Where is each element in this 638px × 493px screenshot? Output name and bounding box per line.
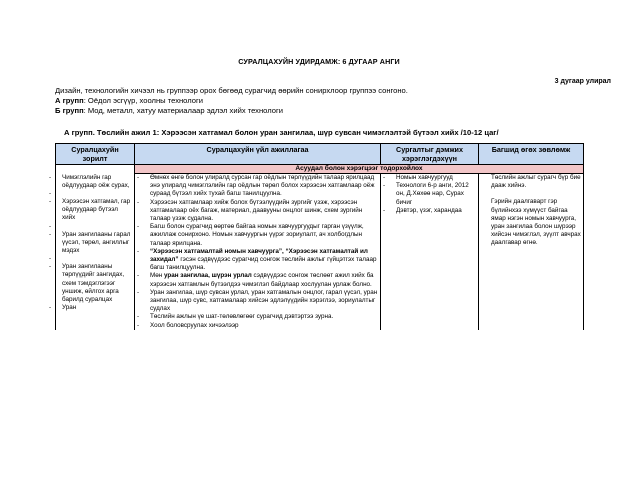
activities-cell	[135, 174, 381, 330]
section-heading: Асуудал болон хэрэгцээг тодорхойлох	[135, 165, 584, 174]
activity-topics-bold: “Хэрээсэн хатгамалтай номын хавчуурга”, “Хэрээсэн хатгамалтай ил захидал”	[150, 247, 368, 264]
activity-topics-bold: уран зангилаа, шүрэн урлал	[163, 272, 252, 280]
resources-cell	[381, 174, 479, 330]
activity-text: Мөн	[150, 272, 164, 280]
objectives-cell	[56, 174, 135, 330]
resource-item: - Номын хавчуургууд	[383, 174, 476, 182]
group-a-text: : Оёдол эсгүүр, хоолны технологи	[83, 96, 203, 105]
header-activities: Суралцахуйн үйл ажиллагаа	[135, 144, 381, 165]
spacer	[49, 190, 132, 198]
activity-item: - Хоол боловсруулах хичээлээр	[137, 322, 378, 330]
activity-text: сэдвүүдээс сонгож төслөөт ажил хийх ба хэрээсэн хатгамлын бүтээлдээ чимэглэл байдлаар хослуулан урлаж болно.	[150, 272, 374, 288]
objective-item: - Уран зангилааны гарал үүсэл, төрөл, ангиллыг мэдэх	[49, 231, 132, 256]
group-b-text: : Мод, металл, хатуу материалаар эдлэл хийх технологи	[83, 106, 283, 115]
group-b-label: Б групп	[55, 106, 84, 115]
activity-item: - Төслийн ажлын үе шат-төлөвлөгөөг сурагчид дэвтэртээ зурна.	[137, 313, 378, 321]
page-title: СУРАЛЦАХУЙН УДИРДАМЖ: 6 ДУГААР АНГИ	[238, 57, 400, 66]
activity-item: - Өмнөх өнгө болон улиралд сурсан гар оёдлын төрлүүдийн талаар ярилцаад энэ улиралд чимэглэлийн гар оёдлын төрөл болох хэрээсэн хатгамлаар оёж сураад бүтээл хийх тухай багш танилцуулна.	[137, 174, 378, 199]
advice-item: Гэрийн даалгаварт гэр бүлийнхээ хүмүүст байгаа ямар нэгэн номын хавчуурга, уран зангилаа болон шүрээр хийсэн чимэглэл, зүүлт авчрах даалгавар өгнө.	[491, 198, 581, 247]
objective-item: - Уран	[49, 304, 132, 312]
activity-item	[137, 272, 378, 288]
resource-item: - Дэвтэр, үзэг, харандаа	[383, 207, 476, 215]
objective-item: - Хэрээсэн хатгамал, гар оёдлуудаар бүтээл хийх	[49, 198, 132, 223]
resource-item: - Технологи 6-р анги, 2012 он, Д.Хөхөө нар, Сурах бичиг	[383, 182, 476, 207]
activity-item: - Хэрээсэн хатгамлаар хийж болох бүтээлүүдийн зургийг үзэж, хэрээсэн хатгамалаар оёх багаж, материал, даавууны онцлог шинж, схем зургийн талаар үзэж судална.	[137, 199, 378, 224]
intro-line: Дизайн, технологийн хичээл нь группээр орох бөгөөд сурагчид өөрийн сонирхлоор группээ сонгоно.	[55, 86, 408, 95]
group-b-line	[55, 106, 408, 116]
header-advice: Багшид өгөх зөвлөмж	[479, 144, 584, 165]
activity-item: - Уран зангилаа, шүр сувсан урлал, уран хатгамалын онцлог, гарал үүсэл, уран зангилаа, шүр сувс, хатгамалаар хийсэн эдлэлүүдийн хэрэглээ, зориулалтыг судлах	[137, 289, 378, 314]
header-resources: Сургалтыг дэмжих хэрэглэгдэхүүн	[381, 144, 479, 165]
advice-cell	[479, 174, 584, 330]
spacer	[49, 255, 132, 263]
empty-cell	[56, 165, 135, 174]
activity-item: - Багш болон сурагчид өөртөө байгаа номын хавчуургуудыг гарган үзүүлж, ажиллаж сонирхоно. Номын хавчуургын үүрэг зориулалт, ач холбогдлын талаар ярилцана.	[137, 223, 378, 248]
activity-item	[137, 248, 378, 273]
objective-item: - Уран зангилааны төрлүүдийг зангидах, схем тэмдэглэгээг уншиж, өйлгох арга барилд суралцах	[49, 263, 132, 304]
header-objectives: Суралцахуйн зорилт	[56, 144, 135, 165]
group-a-label: А групп	[55, 96, 84, 105]
curriculum-table	[55, 143, 584, 330]
spacer	[49, 223, 132, 231]
intro-block	[55, 86, 408, 116]
objective-item: - Чимэглэлийн гар оёдлуудаар оёж сурах,	[49, 174, 132, 190]
table-header-row	[56, 144, 584, 165]
semester-label: 3 дугаар улирал	[554, 78, 611, 85]
table-row	[56, 174, 584, 330]
advice-item: Төслийн ажлыг сурагч бүр бие дааж хийнэ.	[491, 174, 581, 190]
table-row	[56, 165, 584, 174]
group-a-line	[55, 96, 408, 106]
activity-text: гэсэн сэдвүүдээс сурагчид сонгож төслийн ажлыг гүйцэтгэх талаар багш танилцуулна.	[150, 256, 377, 272]
project-task-heading: А групп. Төслийн ажил 1: Хэрээсэн хатгамал болон уран зангилаа, шүр сувсан чимэглэлтэй бүтээл хийх /10-12 цаг/	[64, 128, 499, 137]
